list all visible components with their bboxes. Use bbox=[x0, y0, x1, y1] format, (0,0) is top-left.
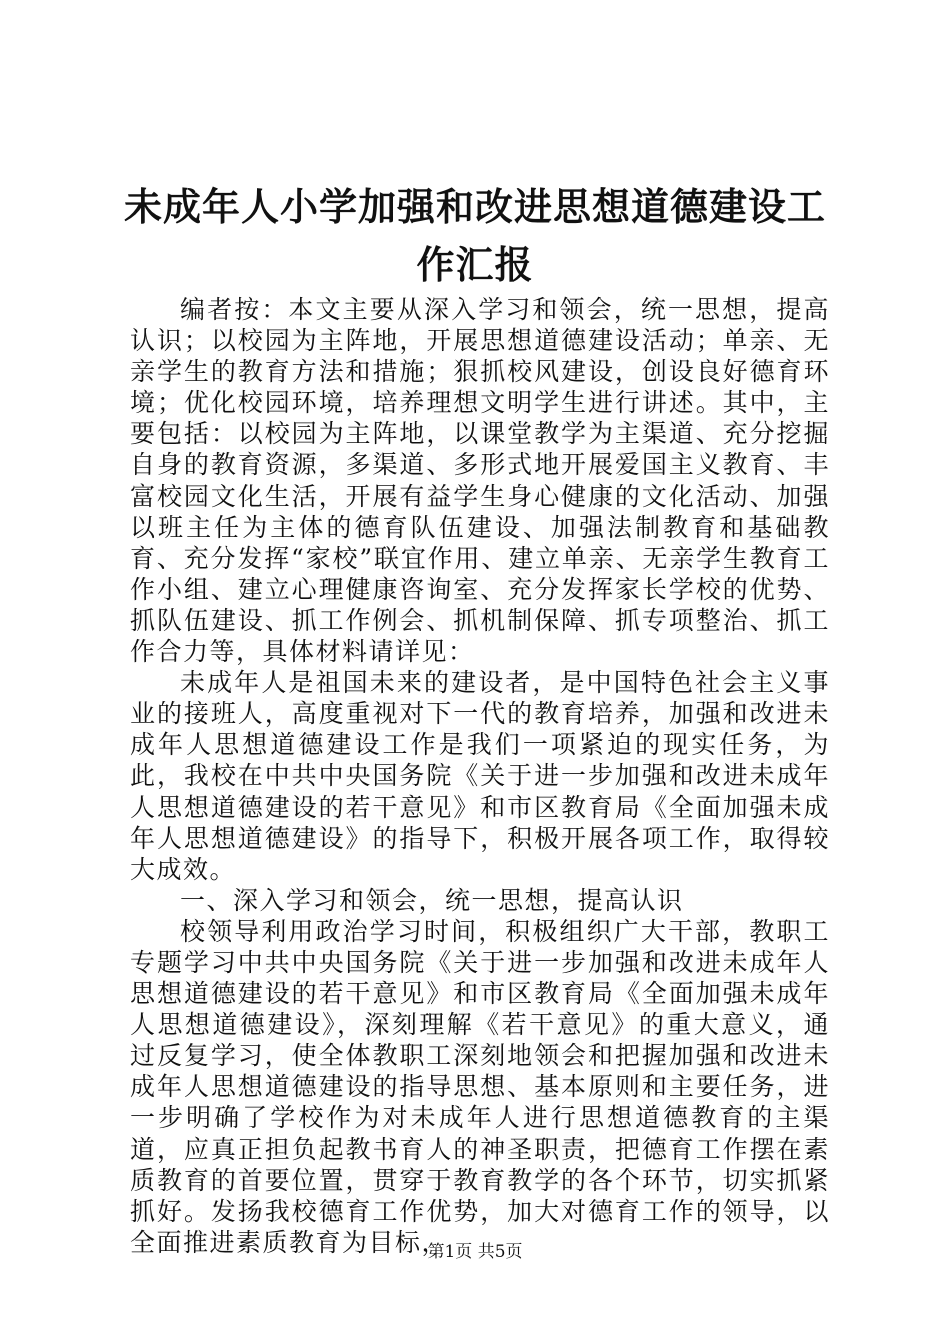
page-number-footer: 第1页 共5页 bbox=[427, 1242, 523, 1262]
section-paragraph: 校领导利用政治学习时间，积极组织广大干部，教职工专题学习中共中央国务院《关于进一步加强和改进未成年人思想道德建设的若干意见》和市区教育局《全面加强未成年人思想道德建设》，深刻理解《若干意见》的重大意义，通过反复学习，使全体教职工深刻地领会和把握加强和改进未成年人思想道德建设的指导思想、基本原则和主要任务，进一步明确了学校作为对未成年人进行思想道德教育的主渠道，应真正担负起教书育人的神圣职责，把德育工作摆在素质教育的首要位置，贯穿于教育教学的各个环节，切实抓紧抓好。发扬我校德育工作优势，加大对德育工作的领导，以全面推进素质教育为目标， bbox=[130, 916, 830, 1257]
document-body bbox=[130, 294, 830, 1258]
editor-note-paragraph: 编者按：本文主要从深入学习和领会，统一思想，提高认识；以校园为主阵地，开展思想道德建设活动；单亲、无亲学生的教育方法和措施；狠抓校风建设，创设良好德育环境；优化校园环境，培养理想文明学生进行讲述。其中，主要包括：以校园为主阵地，以课堂教学为主渠道、充分挖掘自身的教育资源，多渠道、多形式地开展爱国主义教育、丰富校园文化生活，开展有益学生身心健康的文化活动、加强以班主任为主体的德育队伍建设、加强法制教育和基础教育、充分发挥“家校”联宜作用、建立单亲、无亲学生教育工作小组、建立心理健康咨询室、充分发挥家长学校的优势、抓队伍建设、抓工作例会、抓机制保障、抓专项整治、抓工作合力等，具体材料请详见： bbox=[130, 295, 830, 667]
section-heading: 一、深入学习和领会，统一思想，提高认识 bbox=[180, 885, 684, 915]
intro-paragraph: 未成年人是祖国未来的建设者，是中国特色社会主义事业的接班人，高度重视对下一代的教育培养，加强和改进未成年人思想道德建设工作是我们一项紧迫的现实任务，为此，我校在中共中央国务院《关于进一步加强和改进未成年人思想道德建设的若干意见》和市区教育局《全面加强未成年人思想道德建设》的指导下，积极开展各项工作，取得较大成效。 bbox=[130, 668, 830, 884]
document-title: 未成年人小学加强和改进思想道德建设工作汇报 bbox=[123, 185, 826, 287]
